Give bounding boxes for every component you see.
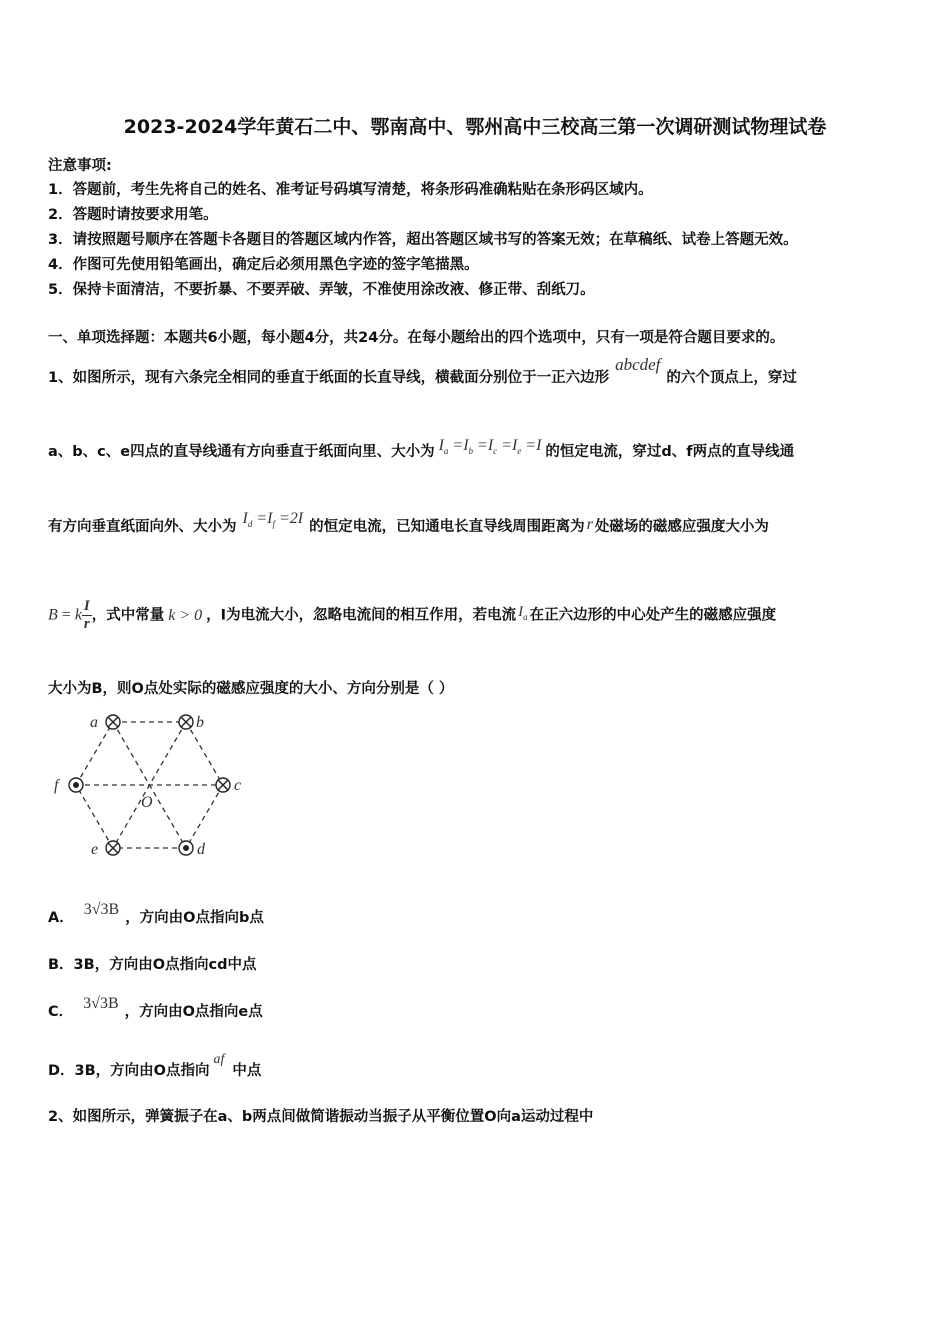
- q1-hexagon-math: abcdef: [615, 355, 661, 374]
- wire-b-into-icon: [179, 715, 193, 729]
- wire-d-out-icon: [179, 841, 193, 855]
- q1-formula-k: k: [74, 606, 82, 624]
- notice-item: 3．请按照题号顺序在答题卡各题目的答题区域内作答，超出答题区域书写的答案无效；在草稿纸、试卷上答题无效。: [48, 232, 798, 248]
- q1-line3-text-a: 有方向垂直纸面向外、大小为: [48, 519, 237, 535]
- q1-current-eq-2: $I_d =I_f =2I$: [242, 510, 304, 529]
- label-a: a: [90, 714, 98, 731]
- wire-f-out-icon: [69, 778, 83, 792]
- wire-a-into-icon: [106, 715, 120, 729]
- hexagon-wire-figure: [48, 706, 258, 866]
- option-C[interactable]: C． 3√3B ，方向由O点指向e点: [48, 995, 263, 1020]
- q1-line4-text-a: ，式中常量: [91, 607, 165, 624]
- q1-line3-text-b: 的恒定电流，已知通电长直导线周围距离为: [309, 519, 585, 535]
- q1-formula-denominator: r: [83, 616, 90, 632]
- option-B[interactable]: B．3B，方向由O点指向cd中点: [48, 957, 257, 973]
- q1-line4: B = k $\frac{I}{r}$ ，式中常量 k > 0 ，I为电流大小，忽略电流间的相互作用，若电流 $I_a$ 在正六边形的中心处产生的磁感应强度: [48, 598, 777, 632]
- q1-line3-text-c: 处磁场的磁感应强度大小为: [594, 519, 769, 535]
- q1-line1-text-a: 1、如图所示，现有六条完全相同的垂直于纸面的长直导线，横截面分别位于一正六边形: [48, 370, 610, 386]
- notice-item: 2．答题时请按要求用笔。: [48, 207, 218, 223]
- q1-current-eq-1: $I_a =I_b =I_c =I_e =I$: [438, 437, 542, 456]
- label-O: O: [141, 794, 153, 811]
- q1-line4-text-b: ，I为电流大小，忽略电流间的相互作用，若电流: [206, 607, 517, 624]
- q1-formula-B: B: [48, 606, 58, 624]
- q1-line2-text-a: a、b、c、e四点的直导线通有方向垂直于纸面向里、大小为: [48, 444, 435, 460]
- option-A[interactable]: A． 3√3B ，方向由O点指向b点: [48, 901, 264, 926]
- notice-item: 1．答题前，考生先将自己的姓名、准考证号码填写清楚，将条形码准确粘贴在条形码区域内。: [48, 182, 653, 198]
- label-f: f: [54, 777, 59, 794]
- label-d: d: [197, 841, 205, 858]
- label-e: e: [91, 841, 99, 858]
- q1-line1: [48, 355, 797, 387]
- q1-current-Ia: $I_a$: [518, 603, 528, 622]
- label-c: c: [234, 777, 242, 794]
- q1-line1-text-b: 的六个顶点上，穿过: [666, 370, 797, 386]
- q1-line2: [48, 437, 795, 461]
- option-D-math: af: [213, 1052, 225, 1067]
- q1-k-condition: k > 0: [168, 606, 203, 624]
- label-b: b: [196, 714, 204, 731]
- q1-line4-text-c: 在正六边形的中心处产生的磁感应强度: [529, 607, 777, 624]
- section-heading: 一、单项选择题：本题共6小题，每小题4分，共24分。在每小题给出的四个选项中，只有一项是符合题目要求的。: [48, 330, 785, 346]
- q1-formula-fraction: [82, 598, 92, 633]
- q2-text: 2、如图所示，弹簧振子在a、b两点间做简谐振动当振子从平衡位置O向a运动过程中: [48, 1109, 594, 1125]
- option-D[interactable]: D．3B，方向由O点指向af中点: [48, 1052, 262, 1079]
- option-A-math: 3√3B: [83, 901, 120, 918]
- exam-title: 2023-2024学年黄石二中、鄂南高中、鄂州高中三校高三第一次调研测试物理试卷: [123, 116, 827, 138]
- notice-item: 4．作图可先使用铅笔画出，确定后必须用黑色字迹的签字笔描黑。: [48, 257, 479, 273]
- option-C-math: 3√3B: [83, 995, 119, 1012]
- notice-heading: 注意事项:: [48, 158, 112, 174]
- wire-e-into-icon: [106, 841, 120, 855]
- wire-c-into-icon: [216, 778, 230, 792]
- q1-line5: 大小为B，则O点处实际的磁感应强度的大小、方向分别是（ ）: [48, 681, 454, 697]
- q1-line3: [48, 510, 769, 536]
- q1-formula-numerator: I: [83, 598, 90, 614]
- q1-line2-text-b: 的恒定电流，穿过d、f两点的直导线通: [545, 444, 795, 460]
- notice-item: 5．保持卡面清洁，不要折暴、不要弄破、弄皱，不准使用涂改液、修正带、刮纸刀。: [48, 282, 595, 298]
- q1-distance-r: r: [586, 516, 593, 533]
